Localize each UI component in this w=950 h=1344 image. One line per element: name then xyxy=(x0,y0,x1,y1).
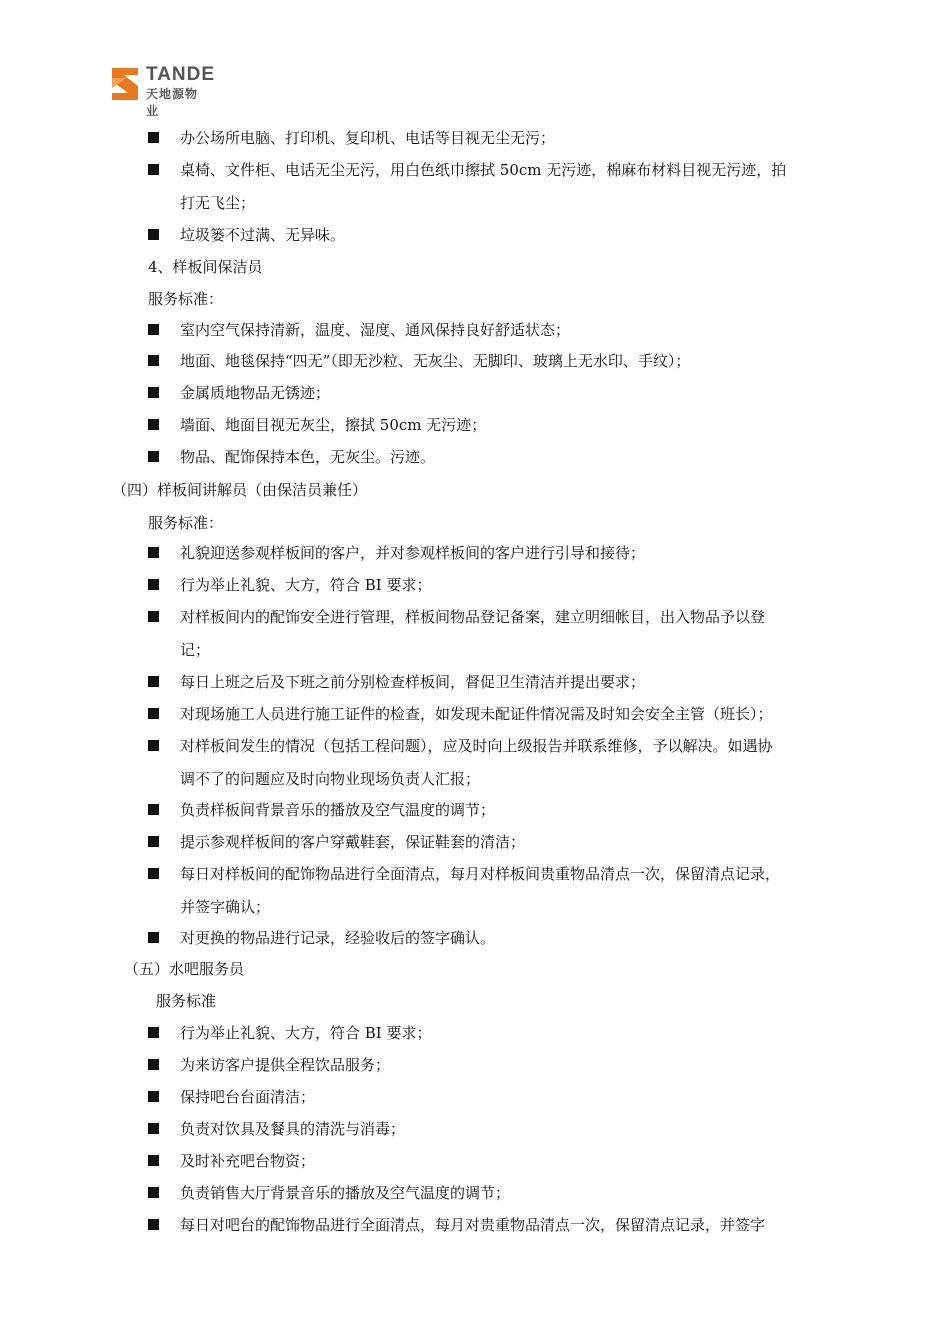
bullet-icon xyxy=(148,1123,159,1134)
section-heading: 4、样板间保洁员 xyxy=(148,258,263,276)
bullet-item: 对样板间发生的情况（包括工程问题），应及时向上级报告并联系维修，予以解决。如遇协 xyxy=(180,737,773,755)
sub-heading: 服务标准： xyxy=(148,514,224,532)
bullet-item: 对更换的物品进行记录，经验收后的签字确认。 xyxy=(180,929,496,947)
logo-mark-icon xyxy=(110,66,140,102)
bullet-item-continuation: 调不了的问题应及时向物业现场负责人汇报； xyxy=(180,770,481,788)
bullet-icon xyxy=(148,164,159,175)
bullet-icon xyxy=(148,1091,159,1102)
bullet-item: 提示参观样板间的客户穿戴鞋套，保证鞋套的清洁； xyxy=(180,833,526,851)
bullet-item: 室内空气保持清新，温度、湿度、通风保持良好舒适状态； xyxy=(180,321,571,339)
bullet-icon xyxy=(148,1059,159,1070)
bullet-icon xyxy=(148,387,159,398)
bullet-item: 金属质地物品无锈迹； xyxy=(180,384,331,402)
bullet-icon xyxy=(148,451,159,462)
bullet-icon xyxy=(148,1187,159,1198)
bullet-item-continuation: 打无飞尘； xyxy=(180,194,256,212)
bullet-item: 垃圾篓不过满、无异味。 xyxy=(180,226,346,244)
bullet-item: 办公场所电脑、打印机、复印机、电话等目视无尘无污； xyxy=(180,129,556,147)
bullet-item: 为来访客户提供全程饮品服务； xyxy=(180,1056,391,1074)
bullet-icon xyxy=(148,868,159,879)
bullet-item: 礼貌迎送参观样板间的客户，并对参观样板间的客户进行引导和接待； xyxy=(180,544,646,562)
bullet-icon xyxy=(148,611,159,622)
bullet-icon xyxy=(148,355,159,366)
bullet-item: 墙面、地面目视无灰尘，擦拭 50cm 无污迹； xyxy=(180,416,487,434)
bullet-icon xyxy=(148,579,159,590)
company-logo xyxy=(110,64,216,118)
logo-chinese-text: 天地源物业 xyxy=(146,87,199,118)
bullet-item: 物品、配饰保持本色，无灰尘。污迹。 xyxy=(180,448,436,466)
bullet-item: 行为举止礼貌、大方，符合 BI 要求； xyxy=(180,576,432,594)
bullet-icon xyxy=(148,1219,159,1230)
bullet-item: 每日对样板间的配饰物品进行全面清点，每月对样板间贵重物品清点一次，保留清点记录， xyxy=(180,865,781,883)
bullet-item: 保持吧台台面清洁； xyxy=(180,1088,316,1106)
bullet-item: 及时补充吧台物资； xyxy=(180,1152,316,1170)
bullet-item: 负责对饮具及餐具的清洗与消毒； xyxy=(180,1120,406,1138)
bullet-icon xyxy=(148,324,159,335)
bullet-item-continuation: 并签字确认； xyxy=(180,898,271,916)
bullet-item: 负责销售大厅背景音乐的播放及空气温度的调节； xyxy=(180,1184,511,1202)
bullet-icon xyxy=(148,708,159,719)
section-heading: （五）水吧服务员 xyxy=(124,960,245,978)
bullet-icon xyxy=(148,547,159,558)
bullet-icon xyxy=(148,836,159,847)
bullet-icon xyxy=(148,804,159,815)
bullet-icon xyxy=(148,229,159,240)
bullet-item: 对现场施工人员进行施工证件的检查，如发现未配证件情况需及时知会安全主管（班长）； xyxy=(180,705,773,723)
bullet-item: 对样板间内的配饰安全进行管理，样板间物品登记备案，建立明细帐目，出入物品予以登 xyxy=(180,608,766,626)
sub-heading: 服务标准： xyxy=(148,290,224,308)
bullet-icon xyxy=(148,132,159,143)
bullet-icon xyxy=(148,419,159,430)
bullet-item: 桌椅、文件柜、电话无尘无污，用白色纸巾擦拭 50cm 无污迹，棉麻布材料目视无污迹，拍 xyxy=(180,161,787,179)
bullet-icon xyxy=(148,1027,159,1038)
bullet-icon xyxy=(148,676,159,687)
bullet-icon xyxy=(148,740,159,751)
bullet-icon xyxy=(148,1155,159,1166)
sub-heading: 服务标准 xyxy=(156,992,217,1010)
bullet-item: 每日对吧台的配饰物品进行全面清点，每月对贵重物品清点一次，保留清点记录，并签字 xyxy=(180,1216,766,1234)
bullet-item: 行为举止礼貌、大方，符合 BI 要求； xyxy=(180,1024,432,1042)
bullet-item: 负责样板间背景音乐的播放及空气温度的调节； xyxy=(180,801,496,819)
bullet-item: 地面、地毯保持“四无”（即无沙粒、无灰尘、无脚印、玻璃上无水印、手纹）； xyxy=(180,352,691,370)
bullet-item-continuation: 记； xyxy=(180,641,211,659)
bullet-item: 每日上班之后及下班之前分别检查样板间，督促卫生清洁并提出要求； xyxy=(180,673,646,691)
bullet-icon xyxy=(148,932,159,943)
section-heading: （四）样板间讲解员（由保洁员兼任） xyxy=(112,481,368,499)
logo-english-text: TANDE xyxy=(146,64,216,85)
